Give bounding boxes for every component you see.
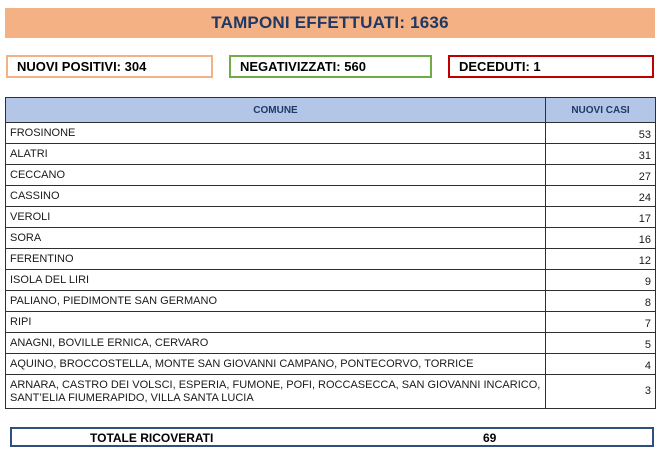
- nuovi-positivi-box: [6, 55, 213, 78]
- table-row: [6, 249, 656, 270]
- casi-cell: 9: [546, 270, 656, 291]
- table-row: [6, 333, 656, 354]
- casi-cell: 17: [546, 207, 656, 228]
- table-header-row: [6, 98, 656, 123]
- tamponi-banner: [5, 8, 655, 38]
- comune-cell: FROSINONE: [6, 123, 546, 144]
- table-row: [6, 291, 656, 312]
- column-header-comune: COMUNE: [6, 98, 546, 123]
- comune-cell: AQUINO, BROCCOSTELLA, MONTE SAN GIOVANNI CAMPANO, PONTECORVO, TORRICE: [6, 354, 546, 375]
- totale-ricoverati-box: [10, 427, 654, 447]
- table-row: [6, 228, 656, 249]
- casi-cell: 7: [546, 312, 656, 333]
- casi-cell: 16: [546, 228, 656, 249]
- totale-ricoverati-label: TOTALE RICOVERATI: [90, 431, 214, 445]
- comune-cell: ANAGNI, BOVILLE ERNICA, CERVARO: [6, 333, 546, 354]
- deceduti-label: DECEDUTI: 1: [459, 59, 541, 74]
- casi-cell: 4: [546, 354, 656, 375]
- comune-cell: SORA: [6, 228, 546, 249]
- comune-cell: CECCANO: [6, 165, 546, 186]
- casi-cell: 31: [546, 144, 656, 165]
- casi-cell: 3: [546, 375, 656, 409]
- casi-cell: 24: [546, 186, 656, 207]
- comune-cell: PALIANO, PIEDIMONTE SAN GERMANO: [6, 291, 546, 312]
- table-row: [6, 165, 656, 186]
- negativizzati-label: NEGATIVIZZATI: 560: [240, 59, 366, 74]
- comune-cell: ALATRI: [6, 144, 546, 165]
- casi-cell: 53: [546, 123, 656, 144]
- casi-cell: 5: [546, 333, 656, 354]
- tamponi-title: TAMPONI EFFETTUATI: 1636: [211, 13, 449, 32]
- comuni-table: [5, 97, 656, 409]
- comune-cell: FERENTINO: [6, 249, 546, 270]
- deceduti-box: [448, 55, 654, 78]
- casi-cell: 12: [546, 249, 656, 270]
- table-row: [6, 144, 656, 165]
- totale-ricoverati-value: 69: [483, 431, 497, 445]
- casi-cell: 8: [546, 291, 656, 312]
- column-header-nuovi-casi: NUOVI CASI: [546, 98, 656, 123]
- comune-cell: CASSINO: [6, 186, 546, 207]
- comune-cell: VEROLI: [6, 207, 546, 228]
- nuovi-positivi-label: NUOVI POSITIVI: 304: [17, 59, 147, 74]
- table-row: [6, 186, 656, 207]
- comune-cell: ISOLA DEL LIRI: [6, 270, 546, 291]
- negativizzati-box: [229, 55, 432, 78]
- table-row: [6, 312, 656, 333]
- table-row: [6, 123, 656, 144]
- casi-cell: 27: [546, 165, 656, 186]
- table-row: [6, 354, 656, 375]
- table-row: [6, 207, 656, 228]
- comune-cell: RIPI: [6, 312, 546, 333]
- table-row: [6, 375, 656, 409]
- comune-cell: ARNARA, CASTRO DEI VOLSCI, ESPERIA, FUMONE, POFI, ROCCASECCA, SAN GIOVANNI INCARICO, SANT’ELIA FIUMERAPIDO, VILLA SANTA LUCIA: [6, 375, 546, 409]
- table-row: [6, 270, 656, 291]
